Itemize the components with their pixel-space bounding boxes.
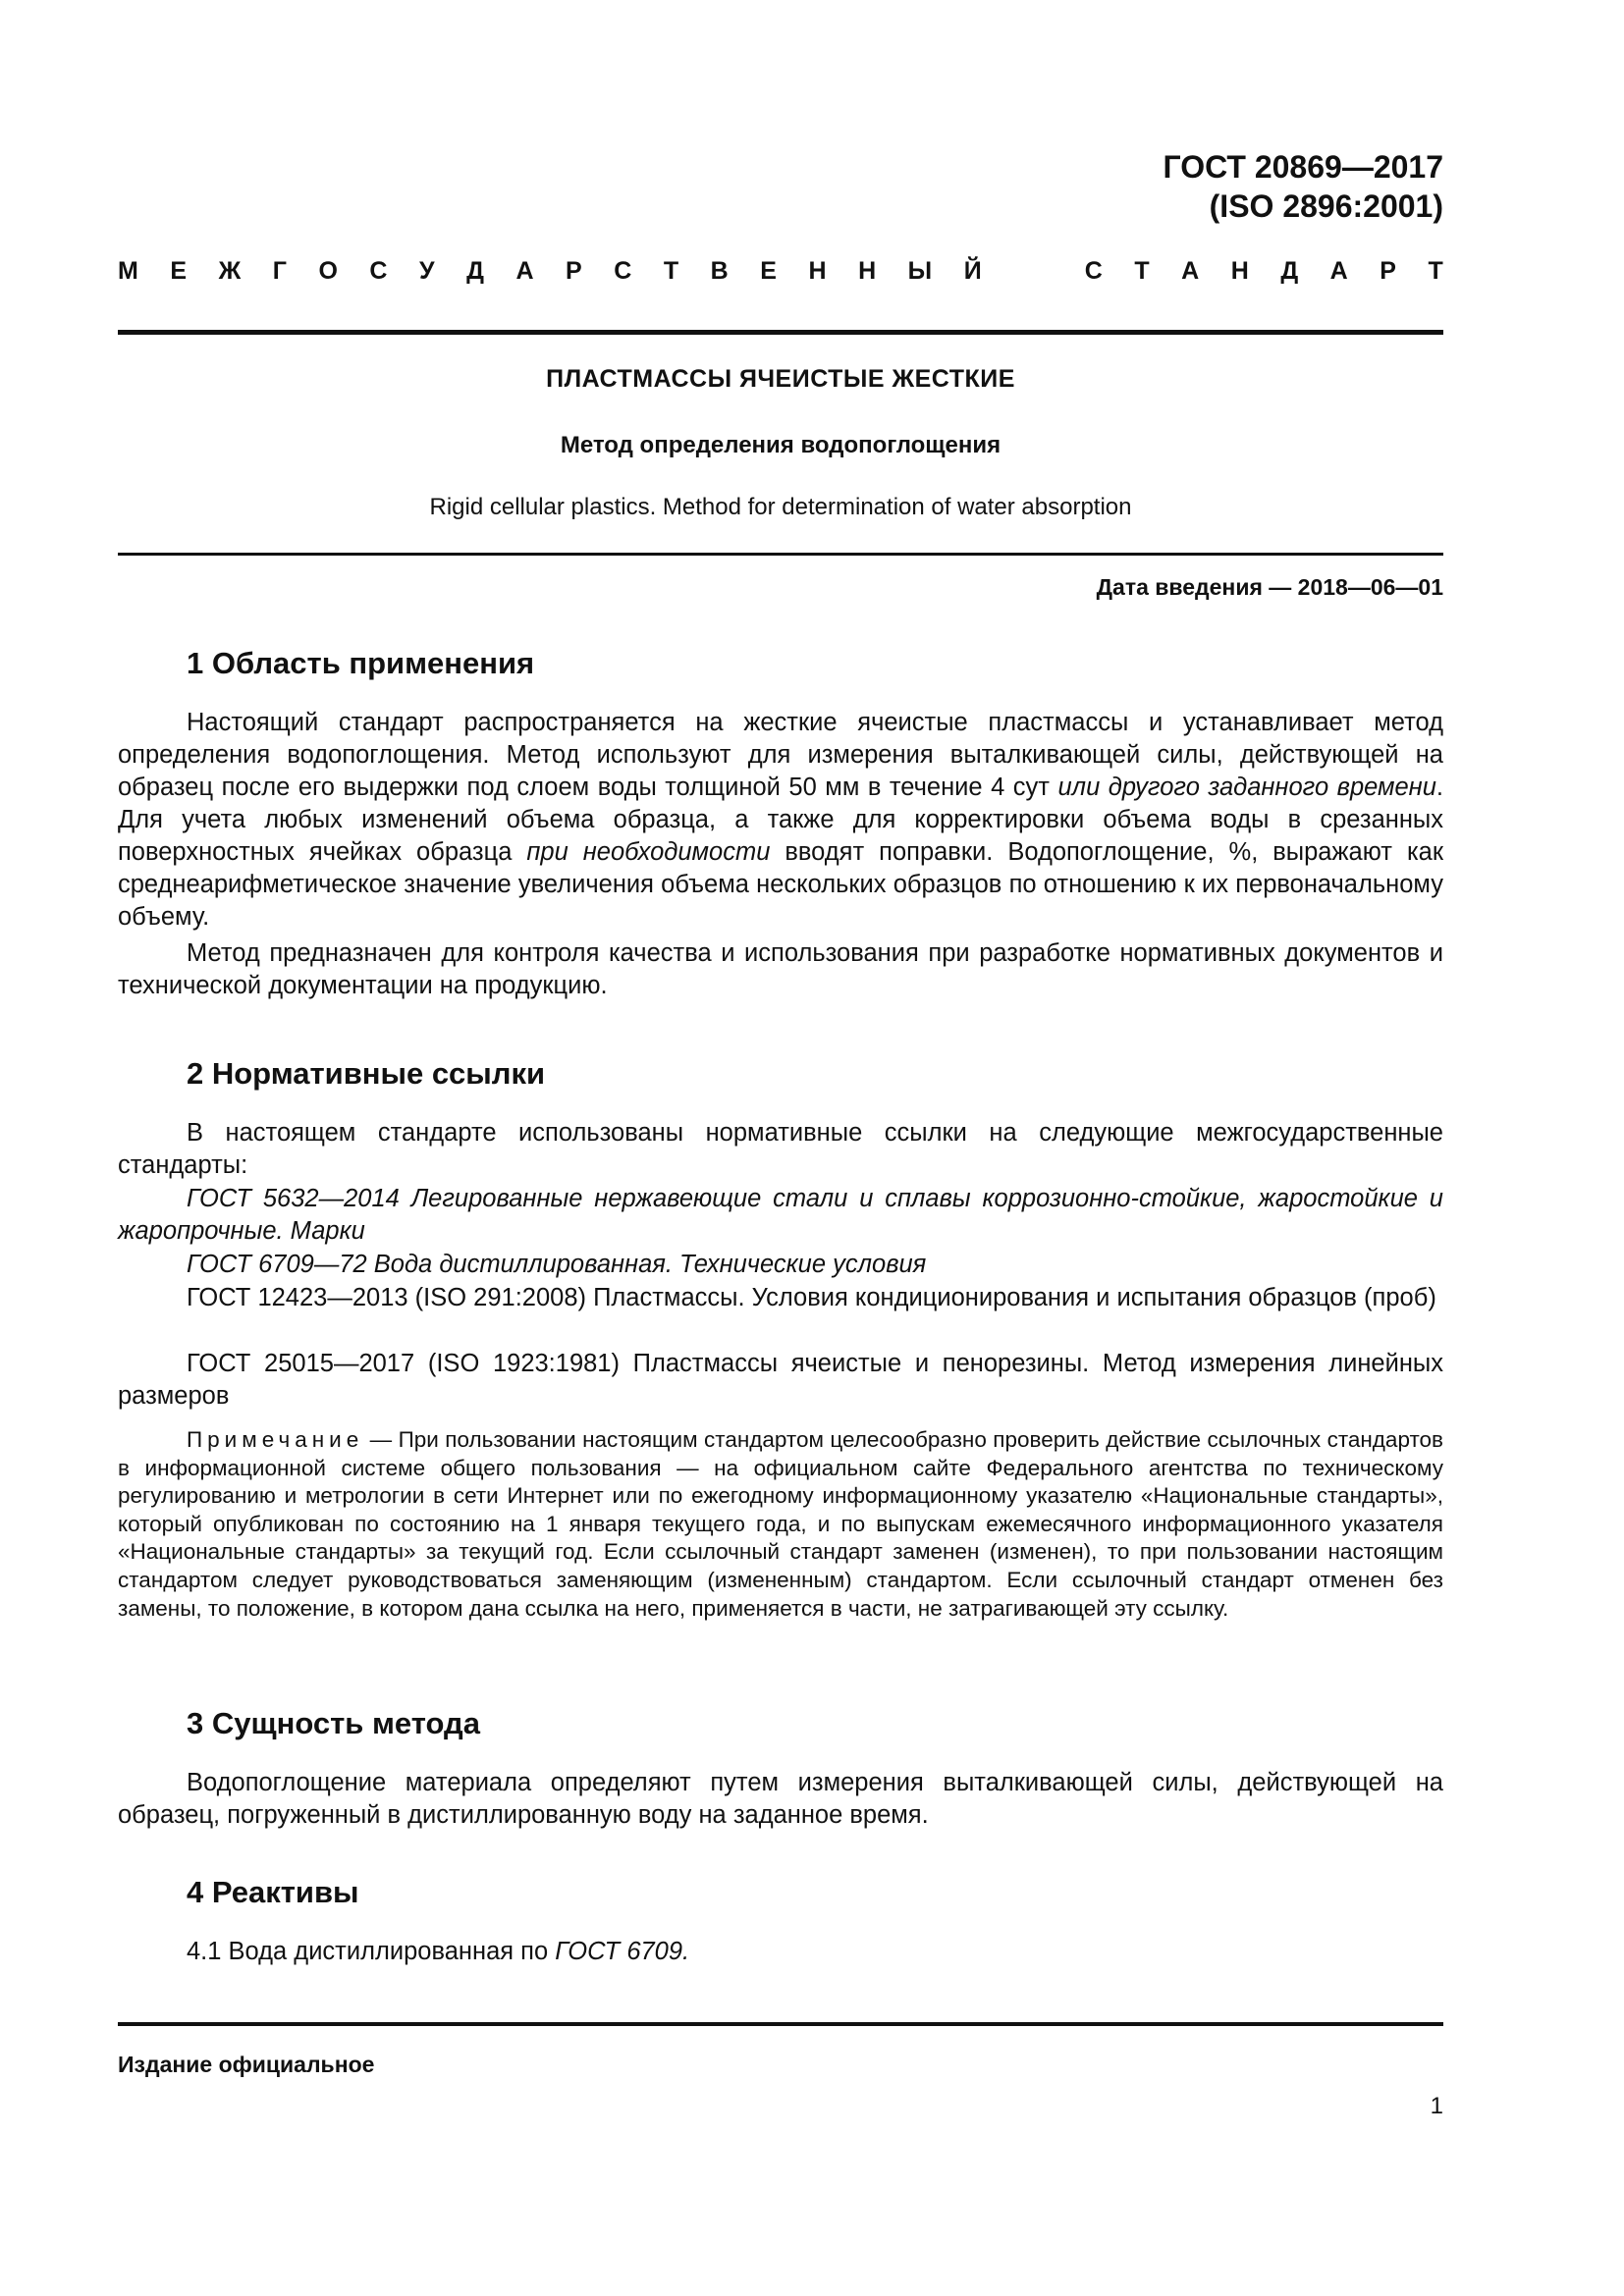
banner-letter: Д (1280, 257, 1299, 285)
section-3-paragraph-1: Водопоглощение материала определяют путем измерения выталкивающей силы, действующей на образец, погруженный в дистиллированную воду на заданное время. (118, 1769, 1443, 1829)
footer-rule (118, 2022, 1443, 2026)
banner-letter: С (614, 257, 632, 285)
banner-letter: А (1329, 257, 1348, 285)
banner-letter: А (515, 257, 534, 285)
section-2-paragraph-1: В настоящем стандарте использованы нормативные ссылки на следующие межгосударственные стандарты: (118, 1119, 1443, 1179)
banner-letter: Р (566, 257, 582, 285)
section-1-heading: 1 Область применения (187, 646, 535, 680)
section-2-heading: 2 Нормативные ссылки (187, 1056, 546, 1091)
reference-gost-6709: ГОСТ 6709—72 Вода дистиллированная. Технические условия (187, 1251, 927, 1278)
standard-number: ГОСТ 20869—2017 (1163, 149, 1443, 185)
header-rule (118, 330, 1443, 335)
banner-letter: Ы (907, 257, 933, 285)
reference-gost-5632: ГОСТ 5632—2014 Легированные нержавеющие стали и сплавы коррозионно-стойкие, жаростойкие и жаропрочные. Марки (118, 1185, 1443, 1245)
page-number: 1 (1430, 2093, 1443, 2119)
section-2-note: Примечание — При пользовании настоящим стандартом целесообразно проверить действие ссылочных стандартов в информационной системе общего пользования — на официальном сайте Федерального агентства по техническому регулированию и метрологии в сети Интернет или по ежегодному информационному указателю «Национальные стандарты», который опубликован по состоянию на 1 января текущего года, и по выпускам ежемесячного информационного указателя «Национальные стандарты» за текущий год. Если ссылочный стандарт заменен (изменен), то при пользовании настоящим стандартом следует руководствоваться заменяющим (измененным) стандартом. Если ссылочный стандарт отменен без замены, то положение, в котором дана ссылка на него, применяется в части, не затрагивающей эту ссылку. (118, 1427, 1443, 1621)
banner-letter: Т (1134, 257, 1150, 285)
banner-letter: Е (760, 257, 777, 285)
banner-letter: Т (663, 257, 679, 285)
section-3-heading: 3 Сущность метода (187, 1706, 480, 1740)
banner-letter: Н (1230, 257, 1249, 285)
banner-letter: У (419, 257, 435, 285)
introduction-date: Дата введения — 2018—06—01 (1096, 574, 1443, 600)
section-1-paragraph-2: Метод предназначен для контроля качества и использования при разработке нормативных документов и технической документации на продукцию. (118, 939, 1443, 999)
section-1-paragraph-1: Настоящий стандарт распространяется на жесткие ячеистые пластмассы и устанавливает метод определения водопоглощения. Метод используют для измерения выталкивающей силы, действующей на образец после его выдержки под слоем воды толщиной 50 мм в течение 4 сут или другого заданного времени. Для учета любых изменений объема образца, а также для корректировки объема воды в срезанных поверхностных ячейках образца при необходимости вводят поправки. Водопоглощение, %, выражают как среднеарифметическое значение увеличения объема нескольких образцов по отношению к их первоначальному объему. (118, 709, 1444, 931)
banner-letter: Р (1380, 257, 1396, 285)
banner-letter: А (1181, 257, 1200, 285)
official-edition-label: Издание официальное (118, 2052, 375, 2077)
reference-gost-25015: ГОСТ 25015—2017 (ISO 1923:1981) Пластмассы ячеистые и пенорезины. Метод измерения линейных размеров (118, 1350, 1443, 1410)
english-title: Rigid cellular plastics. Method for determination of water absorption (429, 494, 1132, 520)
note-label: Примечание (187, 1427, 364, 1452)
banner-letter: Н (808, 257, 827, 285)
banner-letter: Й (963, 257, 982, 285)
document-subtitle: Метод определения водопоглощения (560, 432, 1001, 458)
section-4-item-1: 4.1 Вода дистиллированная по ГОСТ 6709. (187, 1938, 690, 1965)
title-rule (118, 553, 1443, 556)
document-title: ПЛАСТМАССЫ ЯЧЕИСТЫЕ ЖЕСТКИЕ (546, 365, 1015, 393)
banner-letter: Ж (218, 257, 242, 285)
banner-letter: М (118, 257, 138, 285)
banner-gap (1013, 257, 1053, 286)
iso-number: (ISO 2896:2001) (1209, 188, 1443, 224)
banner-letter: С (369, 257, 388, 285)
banner-letter: Е (170, 257, 188, 285)
banner-letter: Г (272, 257, 287, 285)
section-4-heading: 4 Реактивы (187, 1875, 359, 1909)
banner-letter: Д (466, 257, 484, 285)
banner-letter: В (710, 257, 729, 285)
banner-letter: Н (858, 257, 877, 285)
banner-letter: С (1084, 257, 1103, 285)
banner-letter: Т (1428, 257, 1443, 285)
banner-letter: О (318, 257, 338, 285)
interstate-standard-banner (118, 257, 1443, 286)
reference-gost-12423: ГОСТ 12423—2013 (ISO 291:2008) Пластмассы. Условия кондиционирования и испытания образцов (проб) (187, 1284, 1436, 1311)
